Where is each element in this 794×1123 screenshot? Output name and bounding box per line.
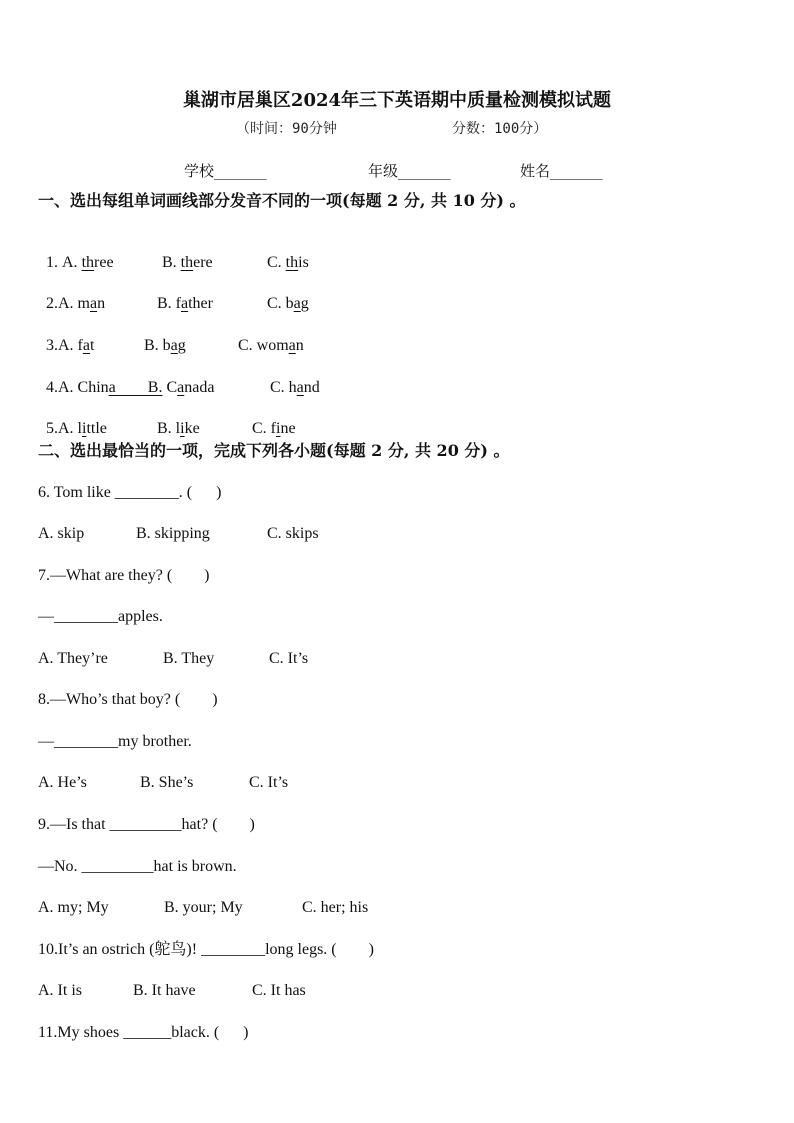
option-a: A. three bbox=[62, 254, 114, 271]
section-2-heading: 二、选出最恰当的一项，完成下列各小题(每题 2 分, 共 20 分) 。 bbox=[38, 441, 510, 460]
question-9-answer: —No. _________hat is brown. bbox=[38, 858, 237, 875]
question-11: 11.My shoes ______black. ( ) bbox=[38, 1024, 249, 1041]
section-1-heading: 一、选出每组单词画线部分发音不同的一项(每题 2 分, 共 10 分) 。 bbox=[38, 191, 526, 210]
school-field: 学校_______ bbox=[184, 162, 267, 180]
grade-field: 年级_______ bbox=[368, 162, 451, 180]
option-b: B. father bbox=[157, 295, 213, 312]
name-field: 姓名_______ bbox=[520, 162, 603, 180]
question-4: 4.A. China B. Canada C. hand bbox=[46, 379, 320, 396]
question-6-options bbox=[38, 524, 319, 544]
option-b: B. bag bbox=[144, 337, 186, 354]
option-c: C. hand bbox=[270, 379, 320, 396]
question-8: 8.—Who’s that boy? ( ) bbox=[38, 691, 218, 708]
option-c: C. It’s bbox=[269, 650, 309, 667]
exam-score: 分数：100分） bbox=[452, 121, 548, 137]
question-7-options bbox=[38, 649, 308, 669]
option-b: B. It have bbox=[133, 982, 196, 999]
option-a: A. skip bbox=[38, 525, 85, 542]
option-a: A. They’re bbox=[38, 650, 108, 667]
question-10-options bbox=[38, 981, 306, 1001]
question-9: 9.—Is that _________hat? ( ) bbox=[38, 816, 255, 833]
option-a: A. He’s bbox=[38, 774, 87, 791]
option-a-b: A. China B. Canada bbox=[58, 379, 215, 396]
option-a: A. man bbox=[58, 295, 106, 312]
question-7: 7.—What are they? ( ) bbox=[38, 567, 210, 584]
question-10: 10.It’s an ostrich (鸵鸟)! ________long legs. ( ) bbox=[38, 941, 374, 958]
question-9-options bbox=[38, 898, 368, 918]
option-a: A. fat bbox=[58, 337, 95, 354]
option-b: B. They bbox=[163, 650, 215, 667]
question-6: 6. Tom like ________. ( ) bbox=[38, 484, 222, 501]
option-c: C. woman bbox=[238, 337, 304, 354]
option-a: A. my; My bbox=[38, 899, 109, 916]
exam-time: （时间：90分钟 bbox=[236, 121, 337, 137]
option-c: C. her; his bbox=[302, 899, 369, 916]
question-8-options bbox=[38, 773, 288, 793]
question-3: 3.A. fat B. bag C. woman bbox=[46, 337, 304, 354]
option-c: C. fine bbox=[252, 420, 296, 437]
option-c: C. skips bbox=[267, 525, 319, 542]
option-c: C. bag bbox=[267, 295, 309, 312]
question-5: 5.A. little B. like C. fine bbox=[46, 420, 296, 437]
question-7-answer: —________apples. bbox=[38, 608, 163, 625]
question-2: 2.A. man B. father C. bag bbox=[46, 295, 309, 312]
page-title: 巢湖市居巢区2024年三下英语期中质量检测模拟试题 bbox=[182, 90, 612, 111]
option-b: B. your; My bbox=[164, 899, 243, 916]
question-1: 1. A. three B. there C. this bbox=[46, 254, 309, 271]
option-b: B. like bbox=[157, 420, 200, 437]
option-c: C. this bbox=[267, 254, 309, 271]
option-c: C. It’s bbox=[249, 774, 289, 791]
option-b: B. skipping bbox=[136, 525, 210, 542]
option-a: A. little bbox=[58, 420, 107, 437]
option-b: B. She’s bbox=[140, 774, 194, 791]
option-b: B. there bbox=[162, 254, 213, 271]
option-a: A. It is bbox=[38, 982, 82, 999]
option-c: C. It has bbox=[252, 982, 306, 999]
question-8-answer: —________my brother. bbox=[38, 733, 192, 750]
